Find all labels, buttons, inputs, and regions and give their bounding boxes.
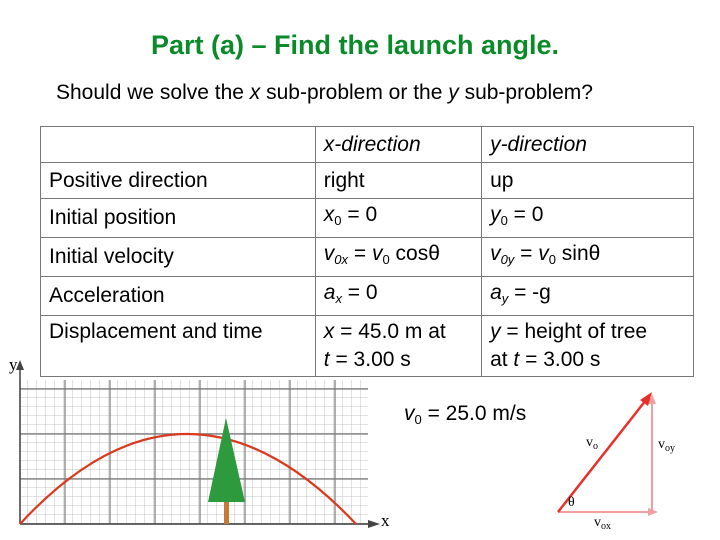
- theta-label: θ: [568, 495, 575, 510]
- position-y: $y_0 = 0$: [482, 199, 694, 238]
- header-x-direction: x-direction: [315, 127, 481, 163]
- velocity-x: $v_{0x} = v_0$ cosθ: [315, 238, 481, 277]
- question-text: Should we solve the x sub-problem or the y sub-problem?: [56, 81, 593, 104]
- row-label-acceleration: Acceleration: [41, 277, 316, 316]
- table-row: [41, 277, 694, 316]
- positive-x: right: [315, 163, 481, 199]
- row-label-displacement: Displacement and time: [41, 316, 316, 377]
- header-y-direction: y-direction: [482, 127, 694, 163]
- voy-label: $v_{oy}$: [658, 437, 675, 454]
- row-label-position: Initial position: [41, 199, 316, 238]
- displacement-x: x = 45.0 m at t = 3.00 s: [315, 316, 481, 377]
- acceleration-y: $a_y = -g$: [482, 277, 694, 316]
- table-corner-cell: [41, 127, 316, 163]
- trajectory-figure: [0, 352, 400, 540]
- displacement-y: y = height of tree at t = 3.00 s: [482, 316, 694, 377]
- table-row: [41, 238, 694, 277]
- components-table: [40, 126, 694, 377]
- given-initial-speed: $v_0 = 25.0$ m/s: [404, 402, 527, 427]
- x-axis-label: x: [381, 511, 390, 530]
- x-axis-arrow: [368, 520, 380, 528]
- positive-y: up: [482, 163, 694, 199]
- graph-grid: [20, 380, 368, 524]
- velocity-y: $v_{0y} = v_0$ sinθ: [482, 238, 694, 277]
- acceleration-x: $a_x = 0$: [315, 277, 481, 316]
- table-row: [41, 199, 694, 238]
- velocity-vector-diagram: [548, 382, 698, 532]
- row-label-positive: Positive direction: [41, 163, 316, 199]
- page-title: Part (a) – Find the launch angle.: [150, 30, 560, 60]
- position-x: $x_0 = 0$: [315, 199, 481, 238]
- table-header-row: [41, 127, 694, 163]
- v0-vector-label: $v_o$: [586, 435, 598, 452]
- y-axis-label: y: [9, 355, 18, 374]
- vox-label: $v_{ox}$: [594, 515, 611, 532]
- row-label-velocity: Initial velocity: [41, 238, 316, 277]
- table-row: [41, 163, 694, 199]
